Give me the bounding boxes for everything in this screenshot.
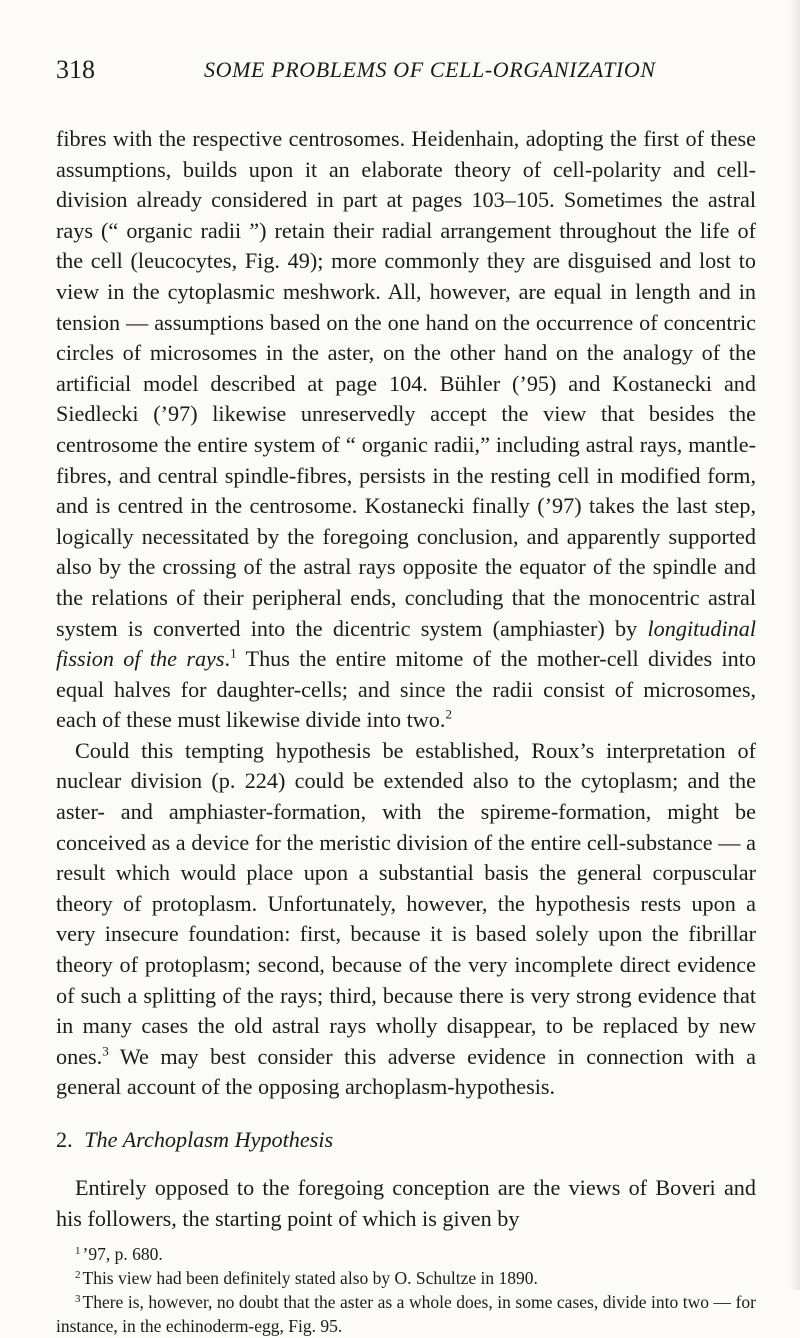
paragraph-list — [56, 124, 756, 1103]
footnote — [56, 1266, 756, 1290]
text-run: fibres with the respective centrosomes. Heidenhain, adopting the first of these assumptions, builds upon it an elaborate theory of cell-polarity and cell-division already considered in part at pages 103–105. Sometimes the astral rays (“ organic radii ”) retain their radial arrangement throughout the life of the cell (leucocytes, Fig. 49); more commonly they are disguised and lost to view in the cytoplasmic meshwork. All, however, are equal in length and in tension — assumptions based on the one hand on the occurrence of concentric circles of microsomes in the aster, on the other hand on the analogy of the artificial model described at page 104. Bühler (’95) and Kostanecki and Siedlecki (’97) likewise unreservedly accept the view that besides the centrosome the entire system of “ organic radii,” including astral rays, mantle-fibres, and central spindle-fibres, persists in the resting cell in modified form, and is centred in the centrosome. Kostanecki finally (’97) takes the last step, logically necessitated by the foregoing conclusion, and apparently supported also by the crossing of the astral rays opposite the equator of the spindle and the relations of their peripheral ends, concluding that the monocentric astral system is converted into the dicentric system (amphiaster) by — [56, 126, 756, 641]
footnote-number: 3 — [75, 1292, 81, 1305]
running-title: SOME PROBLEMS OF CELL-ORGANIZATION — [204, 57, 656, 82]
footnote — [56, 1242, 756, 1266]
section-title: The Archoplasm Hypothesis — [84, 1127, 334, 1152]
paragraph — [56, 736, 756, 1103]
footnote — [56, 1290, 756, 1338]
text-run: We may best consider this adverse evidence in connection with a general account of the opposing archoplasm-hypothesis. — [56, 1043, 756, 1100]
book-page — [56, 50, 756, 1338]
footnote-marker: 2 — [445, 706, 452, 722]
footnotes — [56, 1242, 756, 1338]
footnote-marker: 3 — [102, 1043, 109, 1059]
closing-paragraph: Entirely opposed to the foregoing conception are the views of Boveri and his followers, the starting point of which is given by — [56, 1175, 756, 1231]
page-number: 318 — [56, 55, 95, 84]
page-edge-shadow — [790, 0, 800, 1290]
footnote-marker: 1 — [230, 645, 237, 661]
section-heading — [56, 1125, 756, 1155]
body-text — [56, 124, 756, 1234]
section-number: 2. — [56, 1127, 73, 1152]
italic-phrase: longitudinal fission of the rays — [56, 615, 756, 672]
footnote-number: 1 — [75, 1244, 81, 1257]
footnote-text: There is, however, no doubt that the aster as a whole does, in some cases, divide into two — for instance, in the echinoderm-egg, Fig. 95. — [56, 1292, 756, 1337]
text-run: Could this tempting hypothesis be established, Roux’s interpretation of nuclear division (p. 224) could be extended also to the cytoplasm; and the aster- and amphiaster-formation, with the spireme-formation, might be conceived as a device for the meristic division of the entire cell-substance — a result which would place upon a substantial basis the general corpuscular theory of protoplasm. Unfortunately, however, the hypothesis rests upon a very insecure foundation: first, because it is based solely upon the fibrillar theory of protoplasm; second, because of the very incomplete direct evidence of such a splitting of the rays; third, because there is very strong evidence that in many cases the old astral rays wholly disappear, to be replaced by new ones. — [56, 737, 756, 1069]
text-run: . — [224, 646, 231, 672]
footnote-text: This view had been definitely stated also by O. Schultze in 1890. — [82, 1268, 538, 1289]
text-run: Thus the entire mitome of the mother-cell divides into equal halves for daughter-cells; and since the radii consist of microsomes, each of these must likewise divide into two. — [56, 646, 757, 733]
footnote-text: ’97, p. 680. — [82, 1244, 163, 1265]
footnote-number: 2 — [75, 1268, 81, 1281]
paragraph — [56, 124, 756, 736]
running-head — [56, 50, 756, 90]
